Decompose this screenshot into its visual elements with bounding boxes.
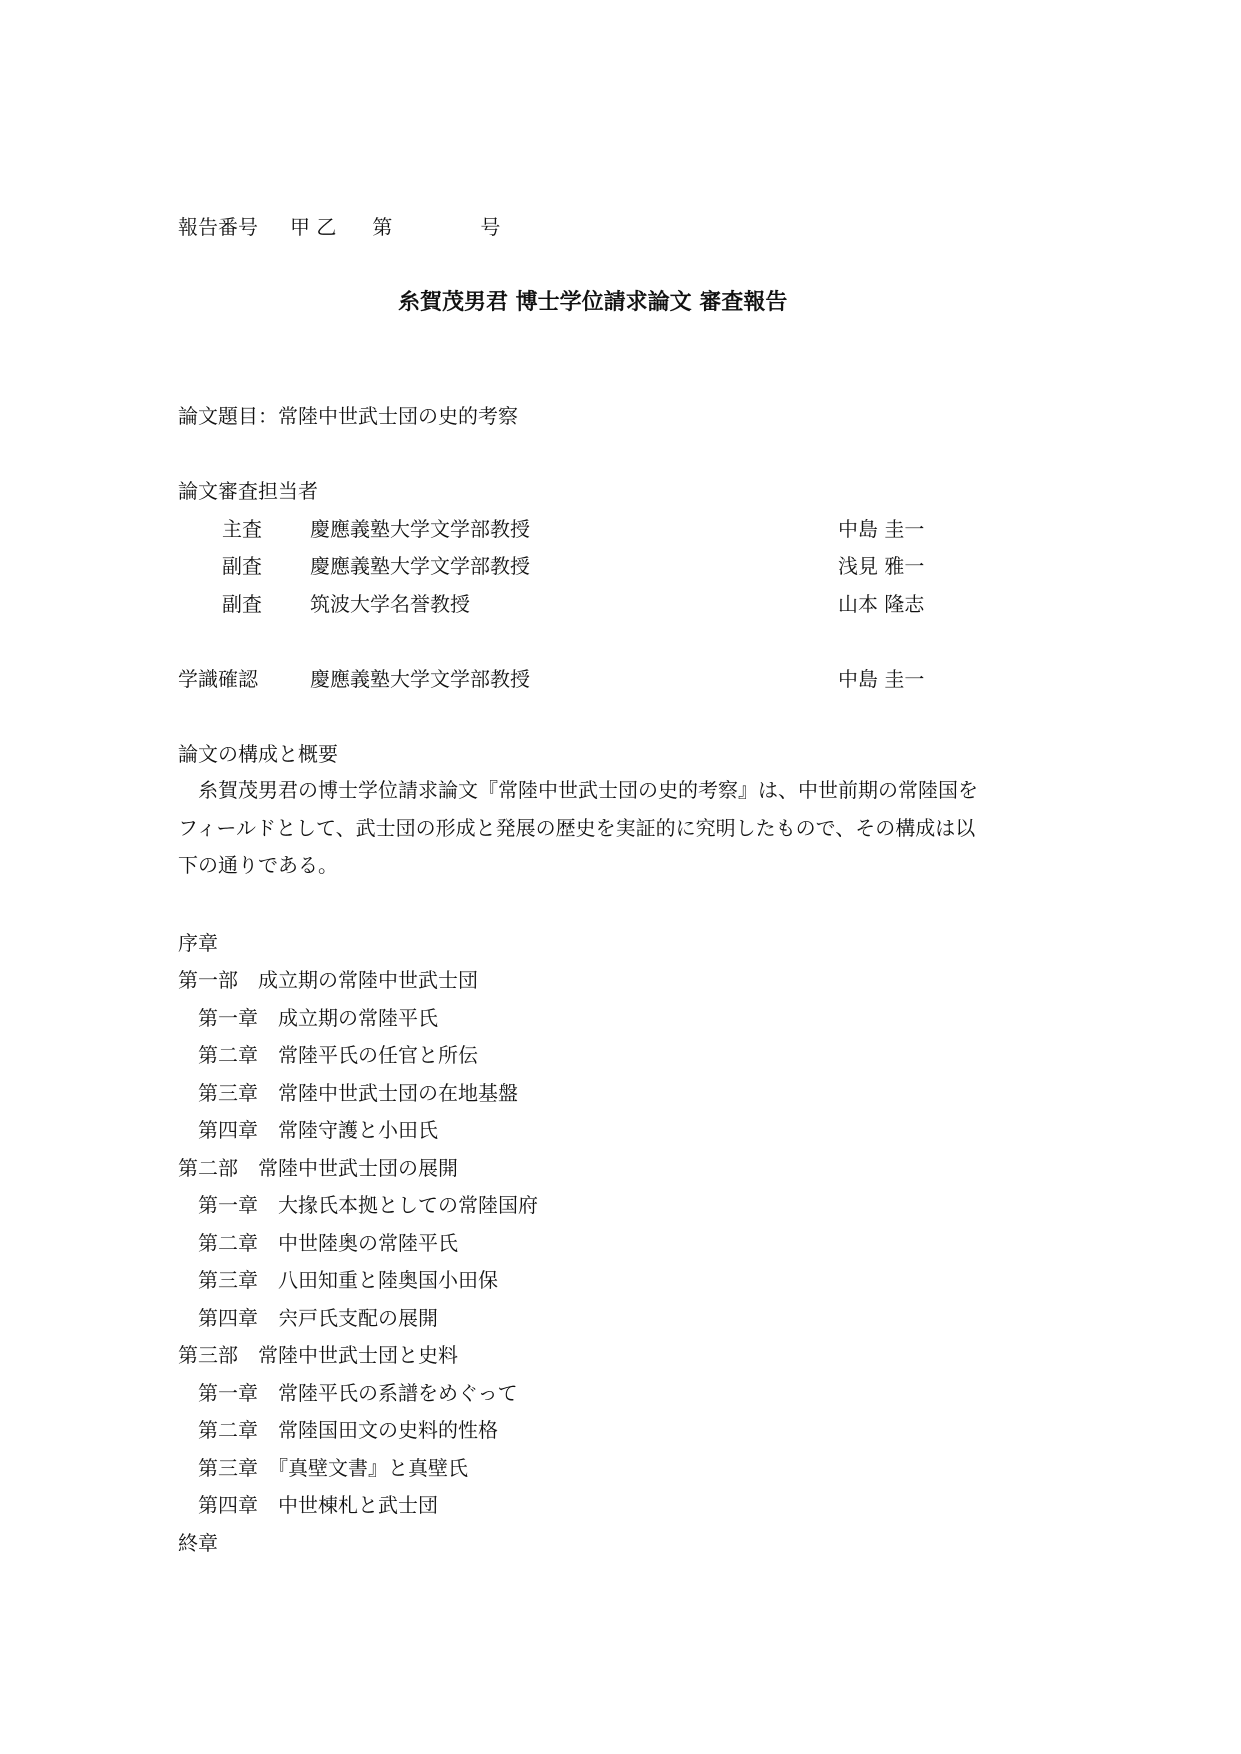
examiner-role-2: 副査	[222, 554, 262, 578]
examiner-affiliation-1: 慶應義塾大学文学部教授	[310, 517, 530, 541]
summary-line-2: フィールドとして、武士団の形成と発展の歴史を実証的に究明したもので、その構成は以	[178, 815, 976, 840]
summary-heading: 論文の構成と概要	[178, 742, 338, 766]
report-number-kou-otsu: 甲 乙	[290, 215, 337, 239]
toc-item: 序章	[178, 931, 218, 955]
report-number-dai: 第	[372, 215, 393, 239]
examiner-affiliation-2: 慶應義塾大学文学部教授	[310, 554, 530, 578]
toc-item: 第一章 大掾氏本拠としての常陸国府	[178, 1193, 538, 1217]
toc-item: 第一章 常陸平氏の系譜をめぐって	[178, 1381, 518, 1405]
examiner-name-1: 中島 圭一	[838, 517, 925, 541]
toc-item: 第三部 常陸中世武士団と史料	[178, 1343, 458, 1367]
scholarship-check-name: 中島 圭一	[838, 667, 925, 691]
scholarship-check-affiliation: 慶應義塾大学文学部教授	[310, 667, 530, 691]
toc-item: 第二章 中世陸奥の常陸平氏	[178, 1231, 458, 1255]
toc-item: 第三章 『真壁文書』と真壁氏	[178, 1456, 468, 1480]
toc-item: 第四章 宍戸氏支配の展開	[178, 1306, 438, 1330]
report-number-label: 報告番号	[178, 215, 258, 239]
toc-item: 第一章 成立期の常陸平氏	[178, 1006, 438, 1030]
examiner-role-1: 主査	[222, 517, 262, 541]
scholarship-check-role: 学識確認	[178, 667, 258, 691]
summary-paragraph	[178, 772, 1078, 885]
toc-item: 第四章 常陸守護と小田氏	[178, 1118, 438, 1142]
toc-item: 第四章 中世棟札と武士団	[178, 1493, 438, 1517]
page-title: 糸賀茂男君 博士学位請求論文 審査報告	[398, 290, 788, 315]
toc-item: 第二部 常陸中世武士団の展開	[178, 1156, 458, 1180]
toc-item: 第二章 常陸国田文の史料的性格	[178, 1418, 498, 1442]
examiner-name-2: 浅見 雅一	[838, 554, 925, 578]
examiner-affiliation-3: 筑波大学名誉教授	[310, 592, 470, 616]
toc-item: 第三章 八田知重と陸奥国小田保	[178, 1268, 498, 1292]
toc-item: 第二章 常陸平氏の任官と所伝	[178, 1043, 478, 1067]
thesis-title-line: 論文題目：常陸中世武士団の史的考察	[178, 404, 518, 428]
examiner-role-3: 副査	[222, 592, 262, 616]
toc-item: 終章	[178, 1531, 218, 1555]
report-number-gou: 号	[480, 215, 501, 239]
examiner-name-3: 山本 隆志	[838, 592, 925, 616]
examiners-heading: 論文審査担当者	[178, 479, 318, 503]
toc-item: 第一部 成立期の常陸中世武士団	[178, 968, 478, 992]
summary-line-1: 糸賀茂男君の博士学位請求論文『常陸中世武士団の史的考察』は、中世前期の常陸国を	[178, 778, 978, 802]
toc-item: 第三章 常陸中世武士団の在地基盤	[178, 1081, 518, 1105]
summary-line-3: 下の通りである。	[178, 853, 338, 877]
report-number-line	[178, 214, 500, 240]
